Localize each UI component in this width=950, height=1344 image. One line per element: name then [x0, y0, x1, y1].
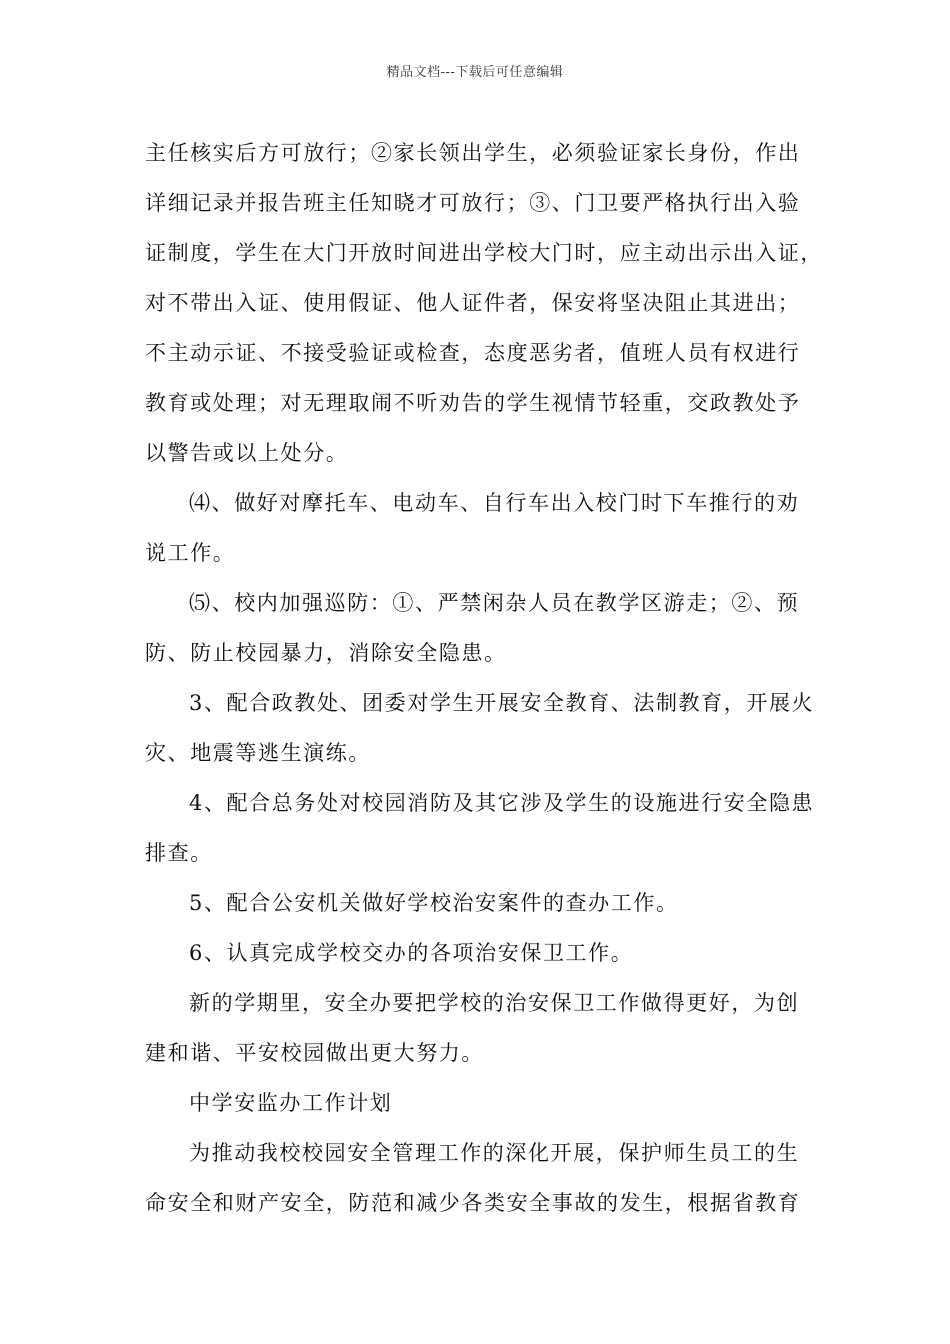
text-line: 教育或处理；对无理取闹不听劝告的学生视情节轻重，交政教处予 [145, 391, 801, 415]
text-line: 证制度，学生在大门开放时间进出学校大门时，应主动出示出入证， [145, 241, 823, 265]
page-header: 精品文档---下载后可任意编辑 [386, 65, 564, 80]
text-line: 排查。 [145, 841, 213, 865]
text-line: 命安全和财产安全，防范和减少各类安全事故的发生，根据省教育 [145, 1191, 801, 1215]
text-line: 3、配合政教处、团委对学生开展安全教育、法制教育，开展火 [189, 691, 815, 715]
text-line: 详细记录并报告班主任知晓才可放行；③、门卫要严格执行出入验 [145, 191, 801, 215]
text-line: 不主动示证、不接受验证或检查，态度恶劣者，值班人员有权进行 [145, 341, 801, 365]
text-line: 5、配合公安机关做好学校治安案件的查办工作。 [189, 891, 679, 915]
text-line: 说工作。 [145, 541, 236, 565]
text-line: 中学安监办工作计划 [189, 1091, 393, 1115]
text-line: 防、防止校园暴力，消除安全隐患。 [145, 641, 507, 665]
text-line: ⑸、校内加强巡防：①、严禁闲杂人员在教学区游走；②、预 [189, 591, 800, 615]
text-line: 以警告或以上处分。 [145, 441, 349, 465]
text-line: 新的学期里，安全办要把学校的治安保卫工作做得更好，为创 [189, 991, 800, 1015]
text-line: 6、认真完成学校交办的各项治安保卫工作。 [189, 941, 634, 965]
text-line: 为推动我校校园安全管理工作的深化开展，保护师生员工的生 [189, 1141, 800, 1165]
text-line: 对不带出入证、使用假证、他人证件者，保安将坚决阻止其进出； [145, 291, 801, 315]
text-line: 建和谐、平安校园做出更大努力。 [145, 1041, 484, 1065]
text-line: 灾、地震等逃生演练。 [145, 741, 371, 765]
text-line: 4、配合总务处对校园消防及其它涉及学生的设施进行安全隐患 [189, 791, 815, 815]
text-line: ⑷、做好对摩托车、电动车、自行车出入校门时下车推行的劝 [189, 491, 800, 515]
document-body [145, 128, 823, 1228]
text-line: 主任核实后方可放行；②家长领出学生，必须验证家长身份，作出 [145, 141, 801, 165]
